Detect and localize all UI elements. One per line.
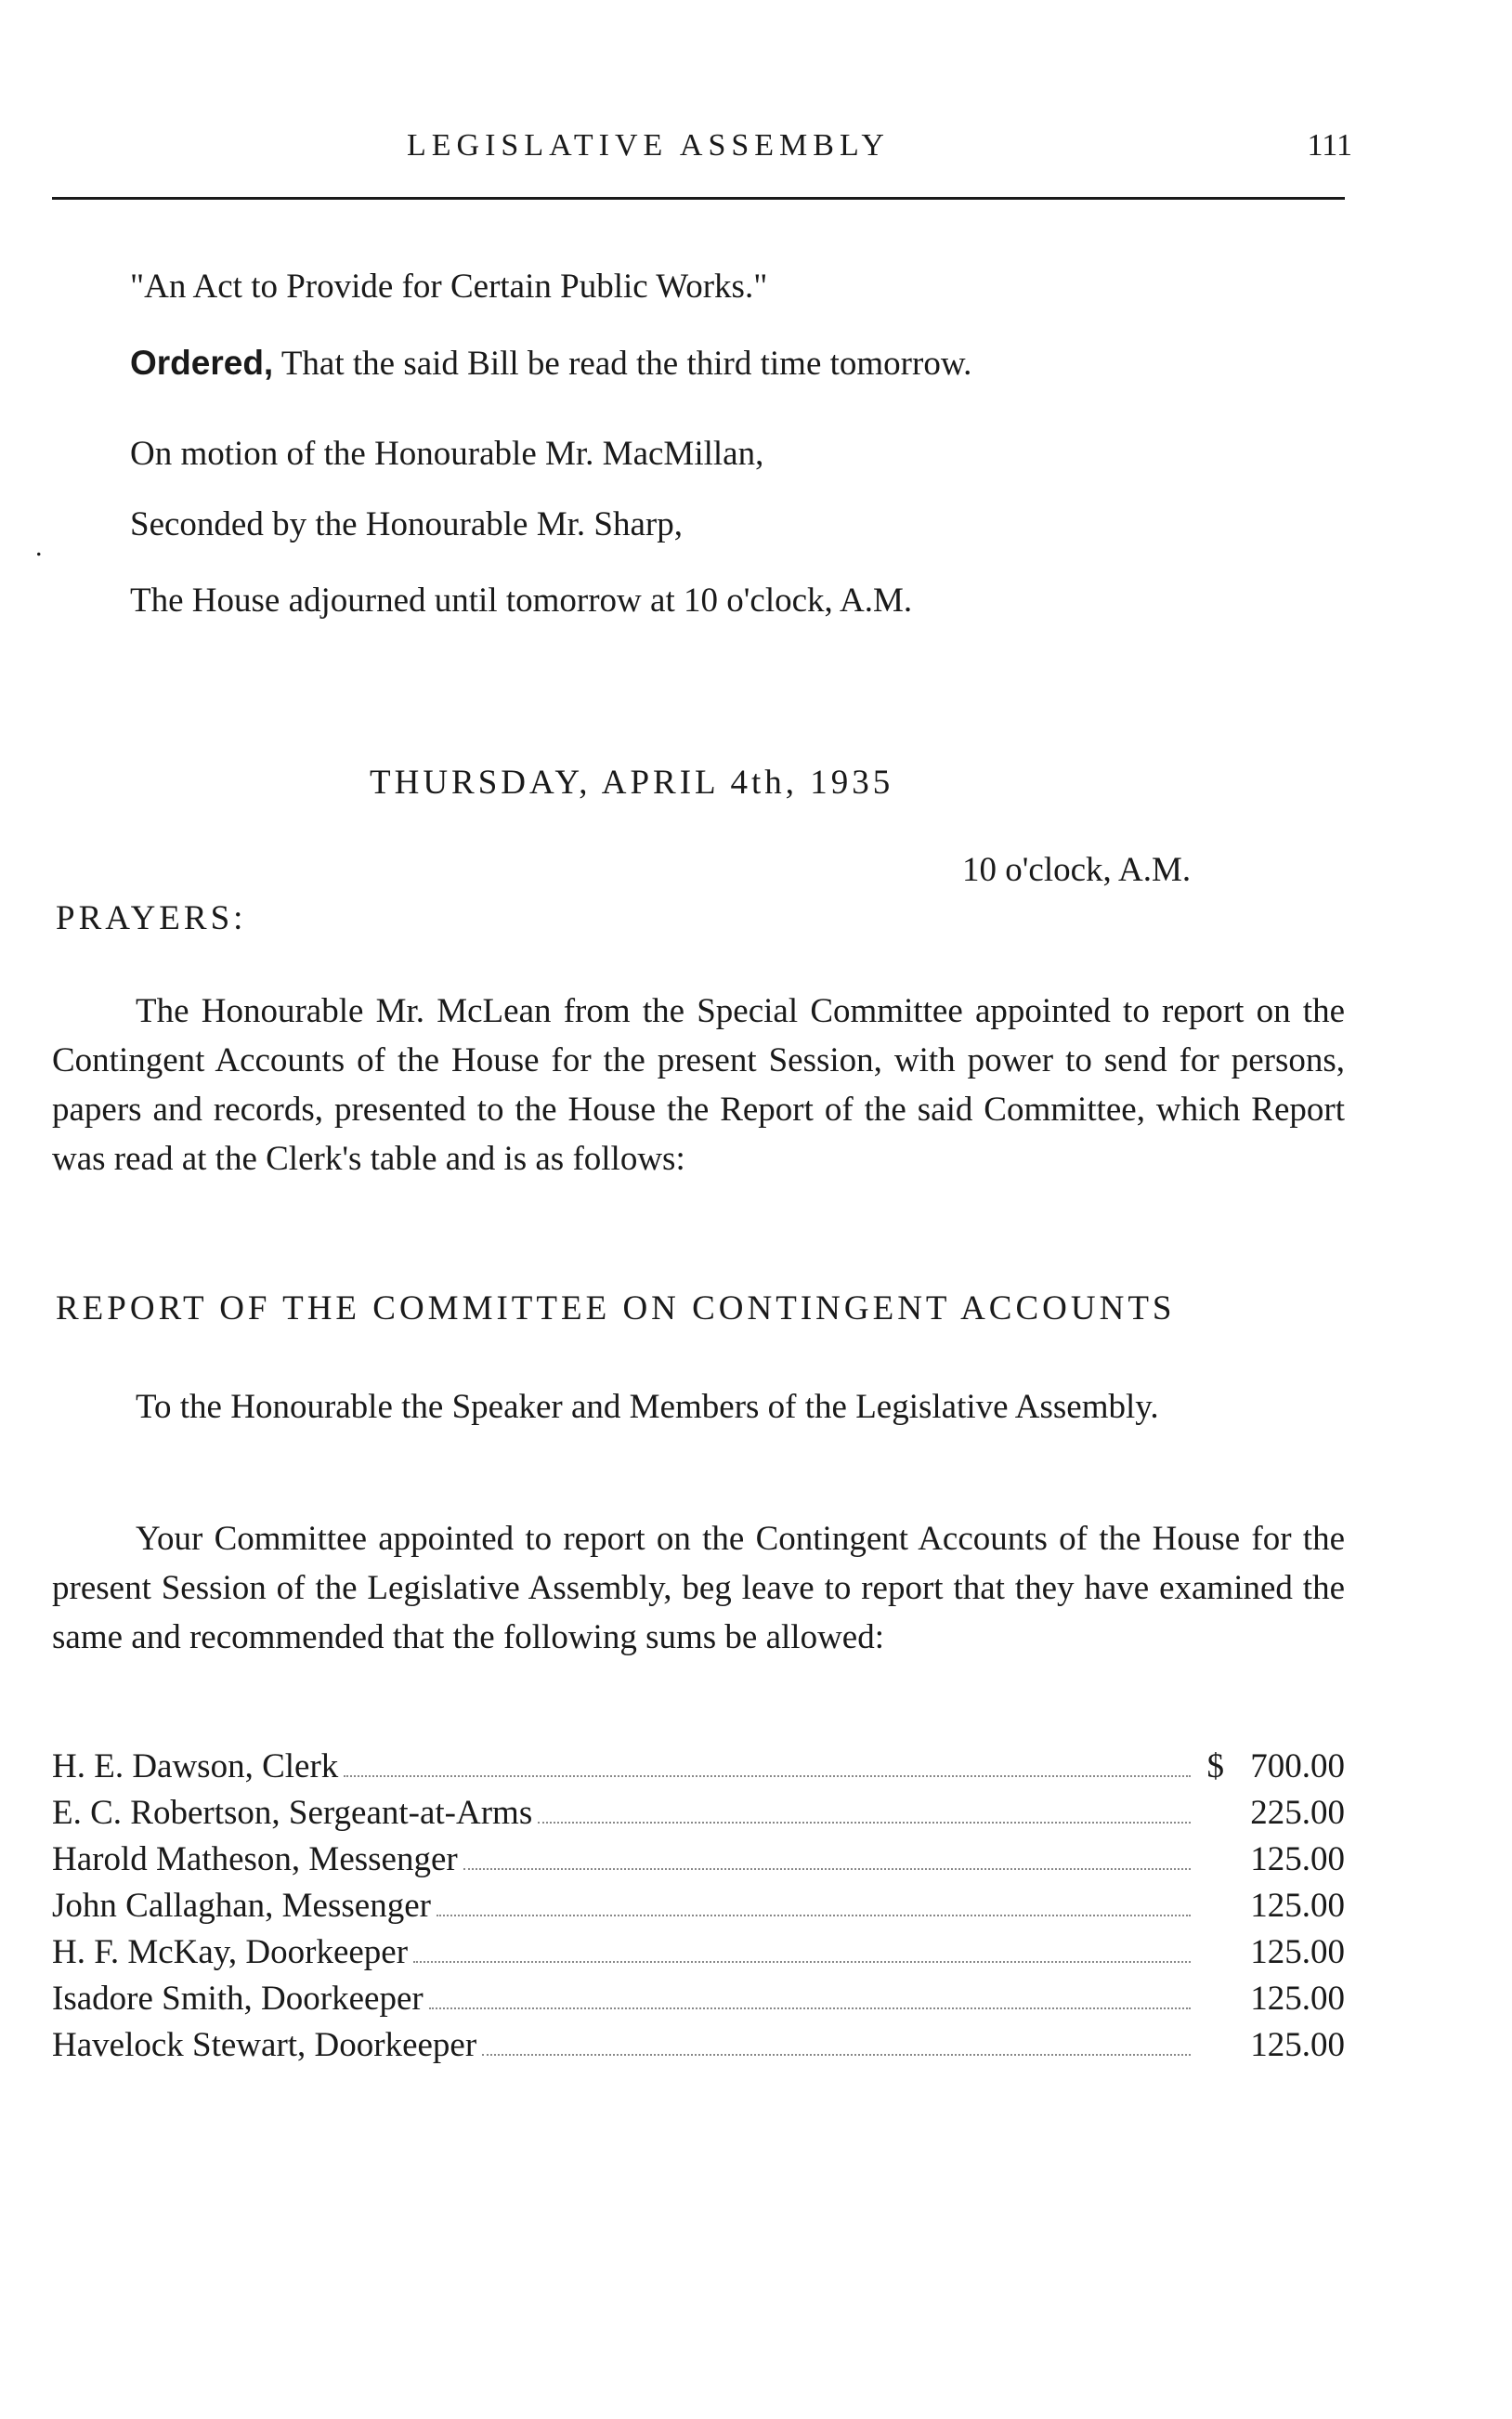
account-name: H. F. McKay, Doorkeeper [52, 1933, 409, 1971]
ordered-text: That the said Bill be read the third time tomorrow. [280, 345, 972, 383]
account-amount: 125.00 [1250, 2026, 1345, 2064]
report-body: Your Committee appointed to report on the Contingent Accounts of the House for the present Session of the Legislative Assembly, beg leave to report that they have examined the same and recommended that the following sums be allowed: [52, 1520, 1345, 1656]
act-title: "An Act to Provide for Certain Public Works." [130, 268, 768, 306]
prayers-heading: PRAYERS: [56, 899, 247, 937]
accounts-list [52, 1746, 1345, 2072]
account-name: H. E. Dawson, Clerk [52, 1747, 339, 1785]
account-row [52, 1886, 1345, 1932]
sitting-time: 10 o'clock, A.M. [962, 851, 1192, 889]
account-amount: 125.00 [1250, 1840, 1345, 1878]
date-heading: THURSDAY, APRIL 4th, 1935 [370, 764, 894, 802]
ordered-label: Ordered, [130, 344, 274, 382]
page-header [52, 128, 1352, 165]
margin-dot: . [35, 531, 43, 562]
dot-leader [463, 1868, 1191, 1870]
dot-leader [482, 2054, 1191, 2056]
account-name: Havelock Stewart, Doorkeeper [52, 2026, 477, 2064]
account-name: Harold Matheson, Messenger [52, 1840, 458, 1878]
account-row [52, 1793, 1345, 1839]
seconded-line: Seconded by the Honourable Mr. Sharp, [130, 505, 683, 543]
account-amount: 700.00 [1250, 1747, 1345, 1785]
account-name: John Callaghan, Messenger [52, 1887, 431, 1925]
running-title: LEGISLATIVE ASSEMBLY [407, 128, 890, 163]
dot-leader [538, 1822, 1191, 1824]
ordered-line [130, 346, 971, 381]
currency-symbol: $ [1206, 1747, 1224, 1785]
dot-leader [437, 1915, 1191, 1916]
report-heading: REPORT OF THE COMMITTEE ON CONTINGENT ACCOUNTS [56, 1289, 1176, 1327]
account-row [52, 2025, 1345, 2072]
account-name: Isadore Smith, Doorkeeper [52, 1980, 424, 2018]
page-number: 111 [1307, 128, 1352, 163]
account-amount: 125.00 [1250, 1980, 1345, 2018]
account-row [52, 1932, 1345, 1979]
header-rule [52, 197, 1345, 200]
dot-leader [429, 2007, 1191, 2009]
committee-paragraph: The Honourable Mr. McLean from the Special Committee appointed to report on the Contingent Accounts of the House for the present Session, with power to send for persons, papers and records, presented to the House the Report of the said Committee, which Report was read at the Clerk's table and is as follows: [52, 992, 1345, 1178]
account-name: E. C. Robertson, Sergeant-at-Arms [52, 1794, 533, 1832]
adjourned-line: The House adjourned until tomorrow at 10 o'clock, A.M. [130, 582, 913, 620]
account-amount: 125.00 [1250, 1933, 1345, 1971]
dot-leader [413, 1961, 1191, 1963]
account-row [52, 1839, 1345, 1886]
report-address: To the Honourable the Speaker and Members of the Legislative Assembly. [136, 1388, 1159, 1426]
account-amount: 225.00 [1250, 1794, 1345, 1832]
account-row [52, 1746, 1345, 1793]
account-amount: 125.00 [1250, 1887, 1345, 1925]
dot-leader [344, 1775, 1191, 1777]
account-row [52, 1979, 1345, 2025]
motion-line: On motion of the Honourable Mr. MacMillan, [130, 435, 764, 473]
